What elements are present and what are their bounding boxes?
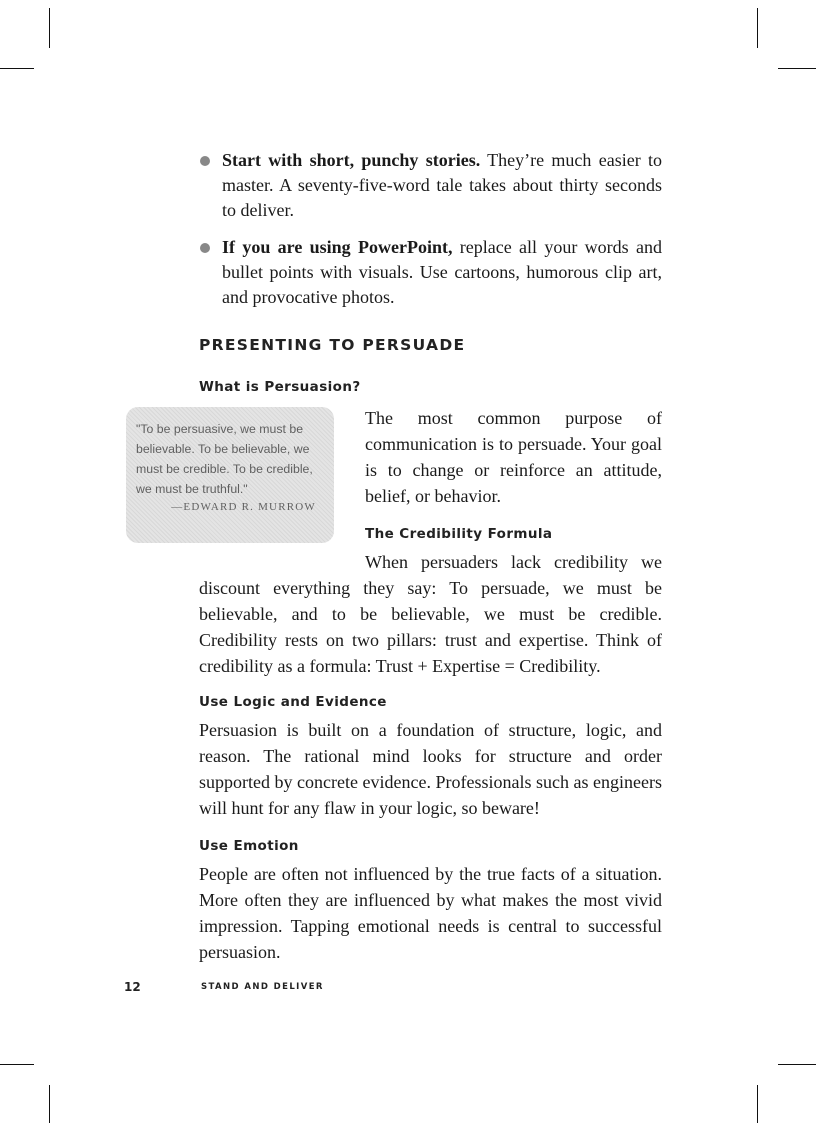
persuasion-heading: What is Persuasion? (199, 379, 361, 395)
persuasion-paragraph: The most common purpose of communication is to persuade. Your goal is to change or reinforce an attitude, belief, or behavior. (365, 408, 662, 506)
pull-quote (126, 407, 334, 543)
quote-text: "To be persuasive, we must be believable. To be believable, we must be credible. To be credible, we must be truthful." (136, 422, 313, 496)
bullet-dot-icon (200, 156, 210, 166)
bullet-lead: Start with short, punchy stories. (222, 150, 481, 170)
bullet-text: They’re much easier to master. A seventy-five-word tale takes about thirty seconds to deliver. (222, 150, 662, 220)
crop-mark (778, 1064, 816, 1065)
bullet-lead: If you are using PowerPoint, (222, 237, 453, 257)
section-heading: PRESENTING TO PERSUADE (199, 336, 466, 354)
bullet-item (198, 148, 662, 223)
crop-mark (0, 1064, 34, 1065)
emotion-heading: Use Emotion (199, 838, 299, 854)
quote-attribution: —EDWARD R. MURROW (171, 501, 316, 513)
bullet-text: replace all your words and bullet points with visuals. Use cartoons, humorous clip art, and provocative photos. (222, 237, 662, 307)
bullet-list (198, 148, 662, 322)
crop-mark (49, 1085, 50, 1123)
credibility-paragraph: When persuaders lack credibility we discount everything they say: To persuade, we must be believable, and to be believable, we must be credible. Credibility rests on two pillars: trust and expertise. Think of credibility as a formula: Trust + Expertise = Credibility. (199, 552, 662, 676)
crop-mark (0, 68, 34, 69)
crop-mark (757, 1085, 758, 1123)
crop-mark (49, 8, 50, 48)
page-number: 12 (124, 980, 141, 994)
emotion-paragraph: People are often not influenced by the true facts of a situation. More often they are influenced by what makes the most vivid impression. Tapping emotional needs is central to successful persuasion. (199, 864, 662, 962)
logic-paragraph: Persuasion is built on a foundation of structure, logic, and reason. The rational mind looks for structure and order supported by concrete evidence. Professionals such as engineers will hunt for any flaw in your logic, so beware! (199, 720, 662, 818)
logic-heading: Use Logic and Evidence (199, 694, 387, 710)
bullet-dot-icon (200, 243, 210, 253)
crop-mark (778, 68, 816, 69)
running-footer-title: STAND AND DELIVER (201, 982, 324, 992)
bullet-item (198, 235, 662, 310)
credibility-heading: The Credibility Formula (365, 526, 553, 542)
crop-mark (757, 8, 758, 48)
